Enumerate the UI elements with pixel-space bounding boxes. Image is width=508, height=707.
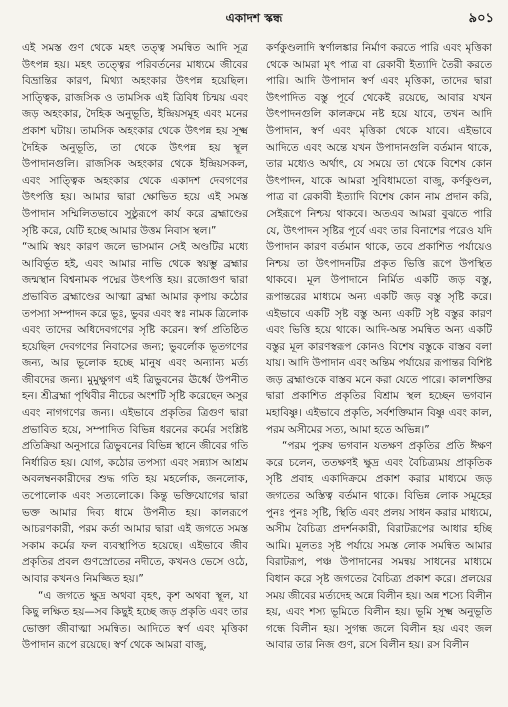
right-column [266, 40, 492, 699]
page-header [0, 6, 508, 28]
page-number: ৯০১ [468, 11, 494, 26]
paragraph: “পরম পুরুষ ভগবান যতক্ষণ প্রকৃতির প্রতি ঈক্ষণ করে চলেন, ততক্ষণই ক্ষুদ্র এবং বৈচিত্র্যময় প্রাকৃতিক সৃষ্টি প্রবাহ একাদিক্রমে প্রকাশ করার মাধ্যমে জড় জগতের অস্তিত্ব বর্তমান থাকে। বিভিন্ন লোক সমূহের পুনঃ পুনঃ সৃষ্টি, স্থিতি এবং প্রলয় সাধন করার মাধ্যমে, অসীম বৈচিত্র্য প্রদর্শনকারী, বিরাটরূপের আধার হচ্ছি আমি। মূলতঃ সৃষ্ট পর্যায়ে সমস্ত লোক সমন্বিত আমার বিরাটরূপ, পঞ্চ উপাদানের সমন্বয় সাধনের মাধ্যমে বিধান করে সৃষ্ট জগতের বৈচিত্র্য প্রকাশ করে। প্রলয়ের সময় জীবের মর্ত্যদেহ অন্নে বিলীন হয়। অন্ন শস্যে বিলীন হয়, এবং শস্য ভূমিতে বিলীন হয়। ভূমি সূক্ষ্ম অনুভূতি গন্ধে বিলীন হয়। সুগন্ধ জলে বিলীন হয় এবং জল আবার তার নিজ গুণ, রসে বিলীন হয়। রস বিলীন [266, 440, 492, 652]
paragraph: কর্ণকুণ্ডলাদি স্বর্ণালঙ্কার নির্মাণ করতে পারি এবং মৃত্তিকা থেকে আমরা মৃৎ পাত্র বা রেকাবী ইত্যাদি তৈরী করতে পারি। আদি উপাদান স্বর্ণ এবং মৃত্তিকা, তাদের দ্বারা উৎপাদিত বস্তু পূর্বে থেকেই রয়েছে, আবার যখন উৎপাদনগুলি কালক্রমে নষ্ট হয়ে যাবে, তখন আদি উপাদান, স্বর্ণ এবং মৃত্তিকা থেকে যাবে। এইভাবে আদিতে এবং অন্তে যখন উপাদানগুলি বর্তমান থাকে, তার মধ্যেও অর্থাৎ, যে সময়ে তা থেকে বিশেষ কোন উৎপাদন, যাকে আমরা সুবিধামতো বাজু, কর্ণকুণ্ডল, পাত্র বা রেকাবী ইত্যাদি বিশেষ কোন নাম প্রদান করি, সেইরূপে নিশ্চয় থাকবে। অতএব আমরা বুঝতে পারি যে, উৎপাদন সৃষ্টির পূর্বে এবং তার বিনাশের পরেও যদি উপাদান কারণ বর্তমান থাকে, তবে প্রকাশিত পর্যায়েও নিশ্চয় তা উৎপাদনটির প্রকৃত ভিত্তি রূপে উপস্থিত থাকবে। মূল উপাদানে নির্মিত একটি জড় বস্তু, রূপান্তরের মাধ্যমে অন্য একটি জড় বস্তু সৃষ্টি করে। এইভাবে একটি সৃষ্ট বস্তু অন্য একটি সৃষ্ট বস্তুর কারণ এবং ভিত্তি হয়ে থাকে। আদি-অন্ত সমন্বিত অন্য একটি বস্তুর মূল কারণস্বরূপ কোনও বিশেষ বস্তুকে বাস্তব বলা যায়। আদি উপাদান এবং অন্তিম পর্যায়ের রূপান্তর বিশিষ্ট জড় ব্রহ্মাণ্ডকে বাস্তব মনে করা যেতে পারে। কালশক্তির দ্বারা প্রকাশিত প্রকৃতির বিশ্রাম স্থল হচ্ছেন ভগবান মহাবিষ্ণু। এইভাবে প্রকৃতি, সর্বশক্তিমান বিষ্ণু এবং কাল, পরম অসীমের সত্য, আমা হতে অভিন্ন।” [266, 42, 492, 436]
chapter-title: একাদশ স্কন্ধ [225, 11, 283, 25]
paragraph: এই সমস্ত গুণ থেকে মহৎ তত্ত্ব সমন্বিত আদি সূত্র উৎপন্ন হয়। মহৎ তত্ত্বের পরিবর্তনের মাধ্যমে জীবের বিভ্রান্তির কারণ, মিথ্যা অহংকার উৎপন্ন হয়েছিল। সাত্ত্বিক, রাজসিক ও তামসিক এই ত্রিবিধ চিন্ময় এবং জড় অহংকার, দৈহিক অনুভূতি, ইন্দ্রিয়সমূহ এবং মনের প্রকাশ ঘটায়। তামসিক অহংকার থেকে উৎপন্ন হয় সূক্ষ্ম দৈহিক অনুভূতি, তা থেকে উৎপন্ন হয় স্থূল উপাদানগুলি। রাজসিক অহংকার থেকে ইন্দ্রিয়সকল, এবং সাত্ত্বিক অহংকার থেকে একাদশ দেবগণের উৎপত্তি হয়। আমার দ্বারা ক্ষোভিত হয়ে এই সমস্ত উপাদান সম্মিলিতভাবে সুষ্ঠুরূপে কার্য করে ব্রহ্মাণ্ডের সৃষ্টি করে, যেটি হচ্ছে আমার উত্তম নিবাস স্থল।” [22, 42, 248, 237]
left-column [22, 40, 248, 699]
text-columns [22, 40, 492, 699]
paragraph: “আমি স্বয়ং কারণ জলে ভাসমান সেই অণ্ডটির মধ্যে আবির্ভূত হই, এবং আমার নাভি থেকে স্বয়ম্ভু ব্রহ্মার জন্মস্থান বিশ্বনামক পদ্মের উৎপত্তি হয়। রজোগুণ দ্বারা প্রভাবিত ব্রহ্মাণ্ডের আত্মা ব্রহ্মা আমার কৃপায় কঠোর তপস্যা সম্পাদন করে ভূঃ, ভুবর এবং স্বঃ নামক ত্রিলোক এবং তাদের অধিদেবগণের সৃষ্টি করেন। স্বর্গ প্রতিষ্ঠিত হয়েছিল দেবগণের নিবাসের জন্য; ভুবর্লোক ভূতগণের জন্য, আর ভূলোক হচ্ছে মানুষ এবং অন্যান্য মর্ত্য জীবদের জন্য। মুমুক্ষুগণ এই ত্রিভুবনের ঊর্ধ্বে উপনীত হন। শ্রীব্রহ্মা পৃথিবীর নীচের অংশটি সৃষ্টি করেছেন অসুর এবং নাগগণের জন্য। এইভাবে প্রকৃতির ত্রিগুণ দ্বারা প্রভাবিত হয়ে, সম্পাদিত বিভিন্ন ধরনের কর্মের সংশ্লিষ্ট প্রতিক্রিয়া অনুসারে ত্রিভুবনের বিভিন্ন স্থানে জীবের গতি নির্ধারিত হয়। যোগ, কঠোর তপস্যা এবং সন্ন্যাস আশ্রম অবলম্বনকারীদের শুদ্ধ গতি হয় মহর্লোক, জনলোক, তপোলোক এবং সত্যলোকে। কিন্তু ভক্তিযোগের দ্বারা ভক্ত আমার দিব্য ধামে উপনীত হয়। কালরূপে আচরণকারী, পরম কর্তা আমার দ্বারা এই জগতে সমস্ত সকাম কর্মের ফল ব্যবস্থাপিত হয়েছে। এইভাবে জীব প্রকৃতির প্রবল গুণস্রোতের নদীতে, কখনও ভেসে ওঠে, আবার কখনও নিমজ্জিত হয়।” [22, 241, 248, 585]
paragraph: “এ জগতে ক্ষুদ্র অথবা বৃহৎ, কৃশ অথবা স্থূল, যা কিছু লক্ষিত হয়—সব কিছুই হচ্ছে জড় প্রকৃতি এবং তার ভোক্তা জীবাত্মা সমন্বিত। আদিতে স্বর্ণ এবং মৃত্তিকা উপাদান রূপে রয়েছে। স্বর্ণ থেকে আমরা বাজু, [22, 589, 248, 652]
